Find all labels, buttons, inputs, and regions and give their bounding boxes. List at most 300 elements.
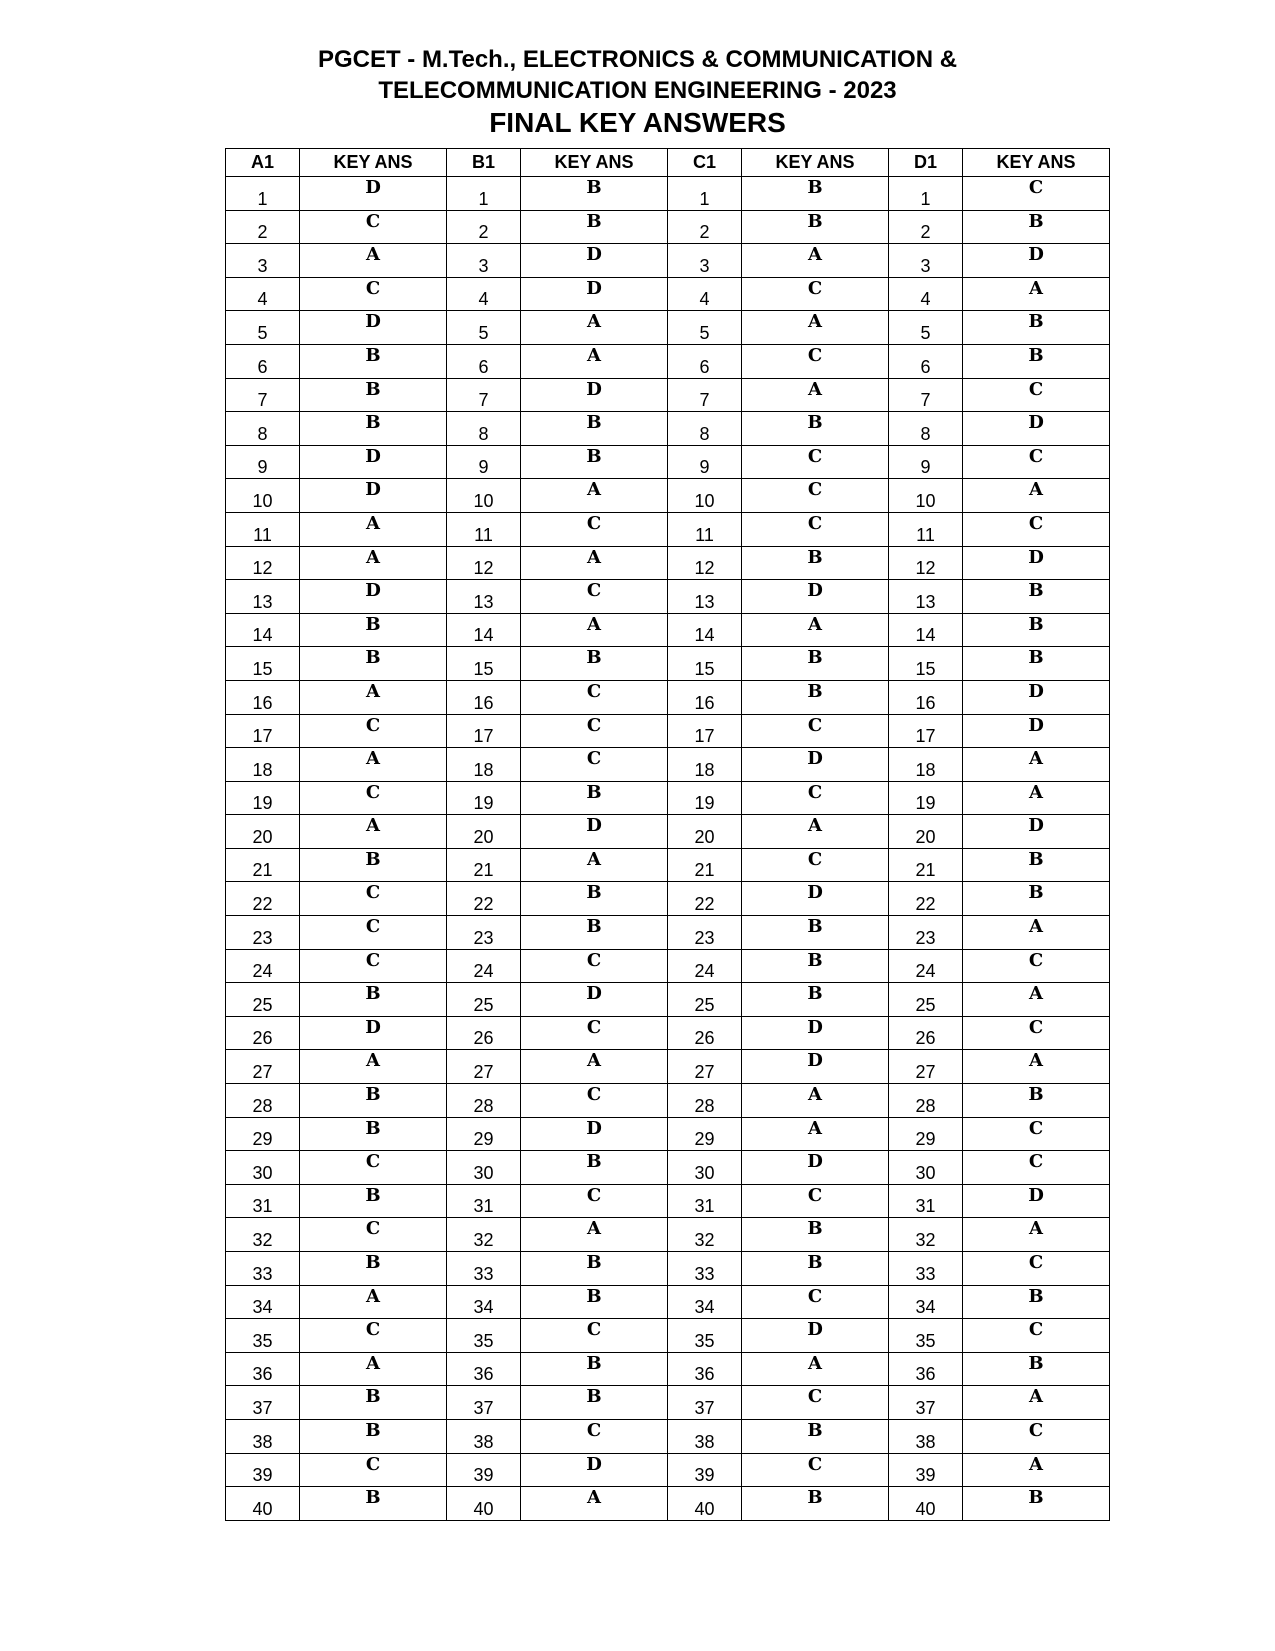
- key-answer-a1: A: [300, 1285, 447, 1319]
- table-row: [226, 412, 1110, 446]
- question-number: 28: [226, 1084, 300, 1118]
- question-number: 27: [226, 1050, 300, 1084]
- key-answer-b1: C: [521, 714, 668, 748]
- question-number: 15: [668, 647, 742, 681]
- question-number: 33: [889, 1252, 963, 1286]
- question-number: 26: [447, 1016, 521, 1050]
- title-line-2: TELECOMMUNICATION ENGINEERING - 2023: [378, 77, 897, 104]
- table-row: [226, 1151, 1110, 1185]
- key-answer-a1: B: [300, 1487, 447, 1521]
- question-number: 39: [668, 1453, 742, 1487]
- document-header: [0, 44, 1275, 140]
- question-number: 22: [889, 882, 963, 916]
- question-number: 12: [668, 546, 742, 580]
- question-number: 31: [668, 1184, 742, 1218]
- key-answer-d1: A: [963, 916, 1110, 950]
- question-number: 27: [668, 1050, 742, 1084]
- key-answer-a1: D: [300, 1016, 447, 1050]
- table-row: [226, 647, 1110, 681]
- table-row: [226, 1084, 1110, 1118]
- question-number: 3: [668, 244, 742, 278]
- key-answer-d1: A: [963, 1050, 1110, 1084]
- key-answer-d1: B: [963, 647, 1110, 681]
- key-answer-b1: B: [521, 647, 668, 681]
- question-number: 19: [889, 781, 963, 815]
- table-row: [226, 1117, 1110, 1151]
- question-number: 8: [447, 412, 521, 446]
- question-number: 33: [447, 1252, 521, 1286]
- question-number: 23: [226, 916, 300, 950]
- key-answer-b1: D: [521, 983, 668, 1017]
- key-answer-c1: D: [742, 580, 889, 614]
- table-row: [226, 445, 1110, 479]
- key-answer-a1: B: [300, 647, 447, 681]
- question-number: 20: [668, 815, 742, 849]
- key-answer-d1: C: [963, 512, 1110, 546]
- answer-key-table: [225, 148, 1110, 1521]
- table-row: [226, 378, 1110, 412]
- question-number: 16: [889, 680, 963, 714]
- key-answer-b1: A: [521, 546, 668, 580]
- key-answer-c1: C: [742, 445, 889, 479]
- question-number: 7: [889, 378, 963, 412]
- key-answer-a1: C: [300, 781, 447, 815]
- key-answer-b1: B: [521, 210, 668, 244]
- table-row: [226, 882, 1110, 916]
- key-answer-b1: D: [521, 815, 668, 849]
- question-number: 34: [447, 1285, 521, 1319]
- key-answer-c1: A: [742, 1084, 889, 1118]
- key-answer-b1: A: [521, 1218, 668, 1252]
- table-row: [226, 177, 1110, 211]
- question-number: 30: [668, 1151, 742, 1185]
- key-answer-b1: D: [521, 277, 668, 311]
- question-number: 35: [447, 1319, 521, 1353]
- table-row: [226, 983, 1110, 1017]
- question-number: 26: [668, 1016, 742, 1050]
- key-answer-a1: B: [300, 1084, 447, 1118]
- question-number: 12: [226, 546, 300, 580]
- question-number: 10: [447, 479, 521, 513]
- question-number: 11: [889, 512, 963, 546]
- question-number: 5: [226, 311, 300, 345]
- question-number: 24: [226, 949, 300, 983]
- table-row: [226, 613, 1110, 647]
- question-number: 4: [226, 277, 300, 311]
- question-number: 31: [226, 1184, 300, 1218]
- key-answer-c1: A: [742, 815, 889, 849]
- question-number: 23: [447, 916, 521, 950]
- key-answer-d1: C: [963, 378, 1110, 412]
- question-number: 4: [889, 277, 963, 311]
- question-number: 36: [447, 1352, 521, 1386]
- key-answer-a1: A: [300, 748, 447, 782]
- question-number: 36: [226, 1352, 300, 1386]
- key-answer-b1: B: [521, 412, 668, 446]
- table-row: [226, 546, 1110, 580]
- table-row: [226, 277, 1110, 311]
- key-answer-b1: C: [521, 949, 668, 983]
- question-number: 31: [447, 1184, 521, 1218]
- question-number: 29: [889, 1117, 963, 1151]
- question-number: 24: [447, 949, 521, 983]
- question-number: 6: [226, 344, 300, 378]
- key-answer-b1: C: [521, 1419, 668, 1453]
- key-answer-a1: B: [300, 1117, 447, 1151]
- key-answer-b1: B: [521, 1386, 668, 1420]
- table-row: [226, 1487, 1110, 1521]
- key-answer-d1: C: [963, 1419, 1110, 1453]
- question-number: 13: [668, 580, 742, 614]
- table-row: [226, 244, 1110, 278]
- question-number: 23: [889, 916, 963, 950]
- column-header-b1: B1: [447, 149, 521, 177]
- table-row: [226, 815, 1110, 849]
- key-answer-c1: A: [742, 244, 889, 278]
- key-answer-a1: A: [300, 680, 447, 714]
- question-number: 7: [447, 378, 521, 412]
- table-row: [226, 1218, 1110, 1252]
- key-answer-b1: D: [521, 1453, 668, 1487]
- key-answer-a1: B: [300, 344, 447, 378]
- key-answer-c1: C: [742, 1453, 889, 1487]
- question-number: 30: [226, 1151, 300, 1185]
- column-header-key-ans: KEY ANS: [742, 149, 889, 177]
- key-answer-b1: C: [521, 1184, 668, 1218]
- question-number: 10: [668, 479, 742, 513]
- question-number: 1: [668, 177, 742, 211]
- question-number: 6: [889, 344, 963, 378]
- question-number: 16: [447, 680, 521, 714]
- question-number: 31: [889, 1184, 963, 1218]
- question-number: 13: [447, 580, 521, 614]
- column-header-d1: D1: [889, 149, 963, 177]
- key-answer-b1: A: [521, 311, 668, 345]
- question-number: 34: [889, 1285, 963, 1319]
- question-number: 19: [668, 781, 742, 815]
- question-number: 19: [226, 781, 300, 815]
- question-number: 30: [889, 1151, 963, 1185]
- key-answer-a1: C: [300, 1151, 447, 1185]
- question-number: 23: [668, 916, 742, 950]
- question-number: 32: [226, 1218, 300, 1252]
- question-number: 9: [668, 445, 742, 479]
- column-header-a1: A1: [226, 149, 300, 177]
- question-number: 35: [226, 1319, 300, 1353]
- key-answer-c1: B: [742, 1252, 889, 1286]
- key-answer-b1: A: [521, 479, 668, 513]
- key-answer-d1: B: [963, 210, 1110, 244]
- question-number: 29: [668, 1117, 742, 1151]
- question-number: 36: [668, 1352, 742, 1386]
- question-number: 25: [889, 983, 963, 1017]
- question-number: 35: [668, 1319, 742, 1353]
- question-number: 38: [447, 1419, 521, 1453]
- question-number: 28: [447, 1084, 521, 1118]
- table-row: [226, 1285, 1110, 1319]
- key-answer-d1: C: [963, 1117, 1110, 1151]
- key-answer-a1: A: [300, 546, 447, 580]
- question-number: 37: [889, 1386, 963, 1420]
- column-header-key-ans: KEY ANS: [963, 149, 1110, 177]
- question-number: 16: [226, 680, 300, 714]
- table-row: [226, 1352, 1110, 1386]
- question-number: 26: [889, 1016, 963, 1050]
- question-number: 5: [668, 311, 742, 345]
- question-number: 10: [889, 479, 963, 513]
- question-number: 27: [889, 1050, 963, 1084]
- question-number: 22: [226, 882, 300, 916]
- key-answer-b1: C: [521, 748, 668, 782]
- key-answer-a1: A: [300, 815, 447, 849]
- key-answer-c1: C: [742, 277, 889, 311]
- key-answer-b1: C: [521, 512, 668, 546]
- key-answer-b1: D: [521, 378, 668, 412]
- key-answer-b1: B: [521, 1252, 668, 1286]
- table-row: [226, 781, 1110, 815]
- question-number: 22: [447, 882, 521, 916]
- question-number: 29: [447, 1117, 521, 1151]
- key-answer-d1: D: [963, 412, 1110, 446]
- column-header-key-ans: KEY ANS: [521, 149, 668, 177]
- key-answer-a1: B: [300, 1386, 447, 1420]
- question-number: 25: [668, 983, 742, 1017]
- table-row: [226, 1184, 1110, 1218]
- question-number: 2: [668, 210, 742, 244]
- question-number: 18: [447, 748, 521, 782]
- question-number: 26: [226, 1016, 300, 1050]
- key-answer-d1: B: [963, 882, 1110, 916]
- key-answer-b1: A: [521, 848, 668, 882]
- question-number: 40: [447, 1487, 521, 1521]
- question-number: 28: [889, 1084, 963, 1118]
- key-answer-a1: B: [300, 983, 447, 1017]
- key-answer-c1: D: [742, 1151, 889, 1185]
- key-answer-c1: B: [742, 949, 889, 983]
- question-number: 40: [668, 1487, 742, 1521]
- key-answer-b1: B: [521, 916, 668, 950]
- key-answer-a1: A: [300, 512, 447, 546]
- question-number: 7: [668, 378, 742, 412]
- question-number: 1: [447, 177, 521, 211]
- question-number: 3: [226, 244, 300, 278]
- key-answer-c1: B: [742, 1218, 889, 1252]
- question-number: 8: [668, 412, 742, 446]
- table-row: [226, 1419, 1110, 1453]
- question-number: 2: [889, 210, 963, 244]
- key-answer-d1: A: [963, 1453, 1110, 1487]
- key-answer-c1: C: [742, 848, 889, 882]
- key-answer-d1: B: [963, 1487, 1110, 1521]
- question-number: 30: [447, 1151, 521, 1185]
- key-answer-a1: A: [300, 1050, 447, 1084]
- key-answer-c1: B: [742, 177, 889, 211]
- question-number: 11: [226, 512, 300, 546]
- key-answer-c1: D: [742, 1319, 889, 1353]
- key-answer-a1: B: [300, 613, 447, 647]
- key-answer-a1: B: [300, 1419, 447, 1453]
- key-answer-c1: C: [742, 781, 889, 815]
- question-number: 34: [226, 1285, 300, 1319]
- key-answer-d1: A: [963, 781, 1110, 815]
- question-number: 18: [668, 748, 742, 782]
- key-answer-b1: A: [521, 613, 668, 647]
- key-answer-b1: B: [521, 1352, 668, 1386]
- key-answer-d1: D: [963, 1184, 1110, 1218]
- question-number: 24: [889, 949, 963, 983]
- question-number: 25: [447, 983, 521, 1017]
- key-answer-a1: B: [300, 412, 447, 446]
- key-answer-b1: D: [521, 244, 668, 278]
- question-number: 11: [668, 512, 742, 546]
- key-answer-d1: B: [963, 848, 1110, 882]
- table-row: [226, 1386, 1110, 1420]
- question-number: 32: [889, 1218, 963, 1252]
- key-answer-b1: A: [521, 1487, 668, 1521]
- question-number: 18: [226, 748, 300, 782]
- question-number: 32: [447, 1218, 521, 1252]
- key-answer-d1: D: [963, 546, 1110, 580]
- key-answer-c1: B: [742, 210, 889, 244]
- question-number: 3: [447, 244, 521, 278]
- key-answer-c1: A: [742, 311, 889, 345]
- question-number: 21: [668, 848, 742, 882]
- question-number: 18: [889, 748, 963, 782]
- key-answer-d1: B: [963, 311, 1110, 345]
- key-answer-b1: B: [521, 177, 668, 211]
- key-answer-c1: B: [742, 412, 889, 446]
- key-answer-b1: C: [521, 1319, 668, 1353]
- question-number: 21: [889, 848, 963, 882]
- key-answer-c1: C: [742, 1285, 889, 1319]
- table-row: [226, 748, 1110, 782]
- table-row: [226, 714, 1110, 748]
- key-answer-d1: C: [963, 1016, 1110, 1050]
- table-row: [226, 210, 1110, 244]
- table-row: [226, 479, 1110, 513]
- question-number: 3: [889, 244, 963, 278]
- question-number: 8: [889, 412, 963, 446]
- key-answer-c1: B: [742, 1487, 889, 1521]
- key-answer-c1: A: [742, 1117, 889, 1151]
- question-number: 33: [226, 1252, 300, 1286]
- question-number: 14: [668, 613, 742, 647]
- key-answer-a1: A: [300, 244, 447, 278]
- key-answer-b1: C: [521, 1084, 668, 1118]
- key-answer-b1: B: [521, 882, 668, 916]
- question-number: 8: [226, 412, 300, 446]
- key-answer-c1: C: [742, 344, 889, 378]
- question-number: 25: [226, 983, 300, 1017]
- question-number: 22: [668, 882, 742, 916]
- key-answer-c1: A: [742, 378, 889, 412]
- question-number: 37: [226, 1386, 300, 1420]
- question-number: 10: [226, 479, 300, 513]
- question-number: 17: [226, 714, 300, 748]
- question-number: 38: [889, 1419, 963, 1453]
- key-answer-b1: C: [521, 1016, 668, 1050]
- question-number: 13: [226, 580, 300, 614]
- question-number: 16: [668, 680, 742, 714]
- key-answer-b1: A: [521, 1050, 668, 1084]
- question-number: 34: [668, 1285, 742, 1319]
- page-title: FINAL KEY ANSWERS: [489, 107, 786, 138]
- question-number: 6: [668, 344, 742, 378]
- question-number: 21: [226, 848, 300, 882]
- question-number: 9: [226, 445, 300, 479]
- key-answer-a1: B: [300, 378, 447, 412]
- question-number: 33: [668, 1252, 742, 1286]
- key-answer-a1: D: [300, 580, 447, 614]
- question-number: 2: [447, 210, 521, 244]
- key-answer-d1: A: [963, 748, 1110, 782]
- key-answer-b1: B: [521, 445, 668, 479]
- key-answer-c1: C: [742, 512, 889, 546]
- key-answer-a1: B: [300, 1252, 447, 1286]
- key-answer-b1: B: [521, 1285, 668, 1319]
- key-answer-c1: B: [742, 983, 889, 1017]
- key-answer-c1: B: [742, 647, 889, 681]
- key-answer-c1: C: [742, 1386, 889, 1420]
- question-number: 32: [668, 1218, 742, 1252]
- table-row: [226, 512, 1110, 546]
- question-number: 39: [447, 1453, 521, 1487]
- table-row: [226, 344, 1110, 378]
- key-answer-a1: B: [300, 848, 447, 882]
- question-number: 39: [226, 1453, 300, 1487]
- question-number: 15: [447, 647, 521, 681]
- table-row: [226, 1050, 1110, 1084]
- key-answer-b1: B: [521, 781, 668, 815]
- key-answer-d1: A: [963, 1386, 1110, 1420]
- question-number: 13: [889, 580, 963, 614]
- key-answer-d1: A: [963, 277, 1110, 311]
- key-answer-d1: D: [963, 714, 1110, 748]
- key-answer-a1: C: [300, 210, 447, 244]
- key-answer-b1: D: [521, 1117, 668, 1151]
- key-answer-d1: D: [963, 680, 1110, 714]
- question-number: 2: [226, 210, 300, 244]
- column-header-key-ans: KEY ANS: [300, 149, 447, 177]
- key-answer-d1: D: [963, 815, 1110, 849]
- question-number: 1: [226, 177, 300, 211]
- key-answer-c1: A: [742, 613, 889, 647]
- question-number: 20: [226, 815, 300, 849]
- question-number: 5: [889, 311, 963, 345]
- question-number: 19: [447, 781, 521, 815]
- key-answer-d1: B: [963, 1084, 1110, 1118]
- question-number: 29: [226, 1117, 300, 1151]
- key-answer-d1: C: [963, 1151, 1110, 1185]
- question-number: 4: [447, 277, 521, 311]
- table-row: [226, 916, 1110, 950]
- question-number: 14: [226, 613, 300, 647]
- table-row: [226, 848, 1110, 882]
- question-number: 9: [447, 445, 521, 479]
- key-answer-d1: A: [963, 479, 1110, 513]
- key-answer-a1: C: [300, 1218, 447, 1252]
- question-number: 38: [668, 1419, 742, 1453]
- question-number: 17: [889, 714, 963, 748]
- key-answer-d1: C: [963, 1319, 1110, 1353]
- key-answer-a1: C: [300, 882, 447, 916]
- question-number: 6: [447, 344, 521, 378]
- key-answer-d1: B: [963, 1352, 1110, 1386]
- question-number: 35: [889, 1319, 963, 1353]
- question-number: 9: [889, 445, 963, 479]
- key-answer-d1: B: [963, 1285, 1110, 1319]
- key-answer-a1: D: [300, 479, 447, 513]
